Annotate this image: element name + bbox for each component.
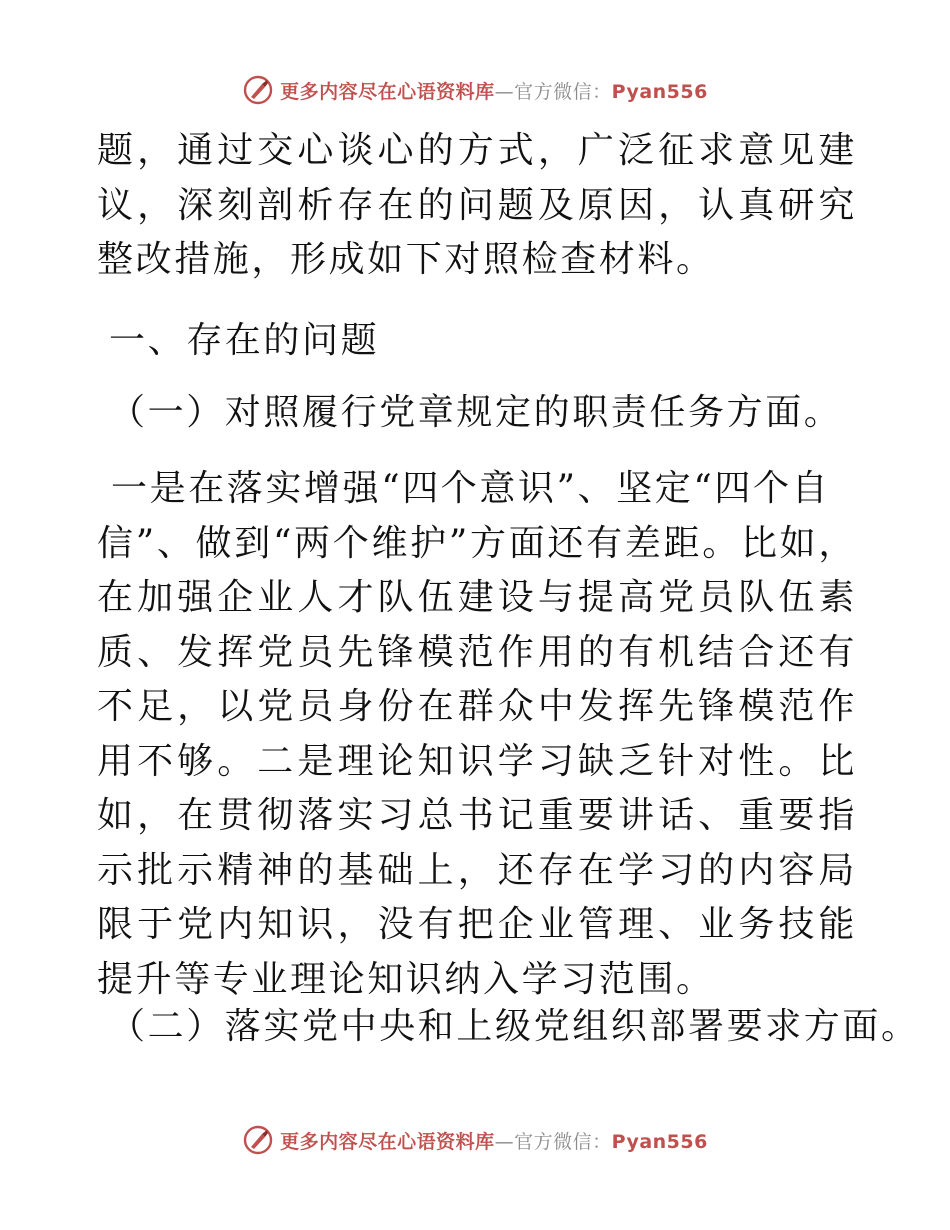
section-heading-problems: 一、存在的问题 bbox=[109, 320, 380, 361]
watermark-main-text: 更多内容尽在心语资料库 bbox=[280, 80, 495, 103]
watermark-dash: — bbox=[494, 1130, 515, 1153]
problems-paragraph-first-line: 一是在落实增强“四个意识”、坚定“四个自 bbox=[111, 468, 831, 509]
watermark-dash: — bbox=[494, 80, 515, 103]
quill-pen-logo-icon bbox=[242, 1124, 274, 1156]
header-watermark bbox=[0, 70, 950, 110]
watermark-account: Pyan556 bbox=[611, 80, 708, 103]
watermark-label: 官方微信： bbox=[514, 1130, 612, 1153]
watermark-main-text: 更多内容尽在心语资料库 bbox=[280, 1130, 495, 1153]
watermark-account: Pyan556 bbox=[611, 1130, 708, 1153]
watermark-label: 官方微信： bbox=[514, 80, 612, 103]
problems-paragraph-body: 信”、做到“两个维护”方面还有差距。比如，在加强企业人才队伍建设与提高党员队伍素质、发挥党员先锋模范作用的有机结合还有不足，以党员身份在群众中发挥先锋模范作用不够。二是理论知识学习缺乏针对性。比如，在贯彻落实习总书记重要讲话、重要指示批示精神的基础上，还存在学习的内容局限于党内知识，没有把企业管理、业务技能提升等专业理论知识纳入学习范围。 bbox=[97, 522, 857, 1000]
quill-pen-logo-icon bbox=[242, 74, 274, 106]
intro-paragraph: 题，通过交心谈心的方式，广泛征求意见建议，深刻剖析存在的问题及原因，认真研究整改措施，形成如下对照检查材料。 bbox=[97, 130, 857, 280]
subsection-heading-2: （二）落实党中央和上级党组织部署要求方面。 bbox=[109, 1006, 920, 1047]
subsection-heading-1: （一）对照履行党章规定的职责任务方面。 bbox=[109, 392, 843, 433]
problems-paragraph bbox=[97, 462, 857, 1007]
footer-watermark bbox=[0, 1120, 950, 1160]
